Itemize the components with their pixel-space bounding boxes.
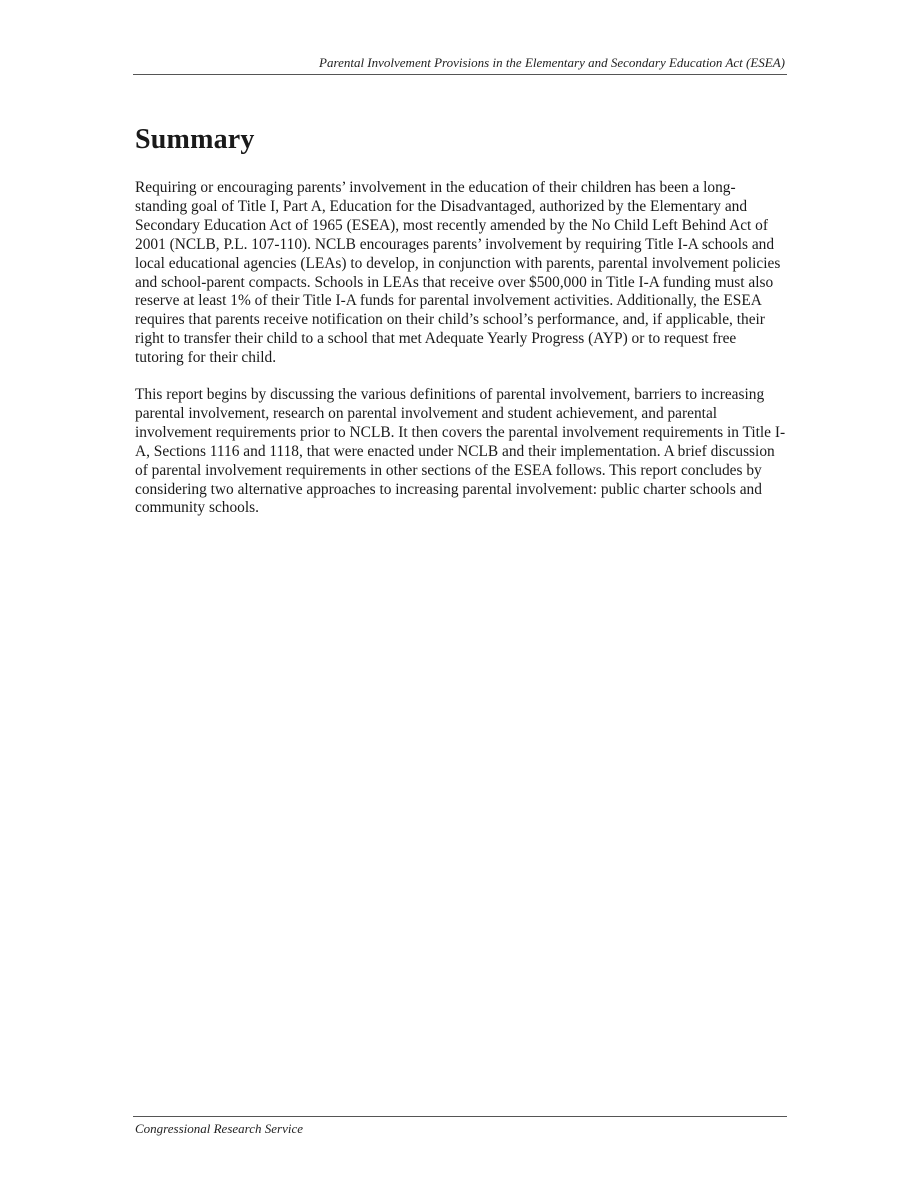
page-footer [133, 1116, 787, 1136]
page-header [133, 54, 787, 75]
running-title: Parental Involvement Provisions in the Elementary and Secondary Education Act (ESEA) [319, 55, 785, 70]
footer-organization: Congressional Research Service [135, 1121, 303, 1136]
summary-paragraph-2: This report begins by discussing the various definitions of parental involvement, barriers to increasing parental involvement, research on parental involvement and student achievement, and parental involvement requirements prior to NCLB. It then covers the parental involvement requirements in Title I-A, Sections 1116 and 1118, that were enacted under NCLB and their implementation. A brief discussion of parental involvement requirements in other sections of the ESEA follows. This report concludes by considering two alternative approaches to increasing parental involvement: public charter schools and community schools. [135, 386, 786, 517]
summary-paragraph-1: Requiring or encouraging parents’ involvement in the education of their children has been a long-standing goal of Title I, Part A, Education for the Disadvantaged, authorized by the Elementary and Secondary Education Act of 1965 (ESEA), most recently amended by the No Child Left Behind Act of 2001 (NCLB, P.L. 107-110). NCLB encourages parents’ involvement by requiring Title I-A schools and local educational agencies (LEAs) to develop, in conjunction with parents, parental involvement policies and school-parent compacts. Schools in LEAs that receive over $500,000 in Title I-A funding must also reserve at least 1% of their Title I-A funds for parental involvement activities. Additionally, the ESEA requires that parents receive notification on their child’s school’s performance, and, if applicable, their right to transfer their child to a school that met Adequate Yearly Progress (AYP) or to request free tutoring for their child. [135, 179, 781, 367]
section-title: Summary [135, 124, 255, 155]
